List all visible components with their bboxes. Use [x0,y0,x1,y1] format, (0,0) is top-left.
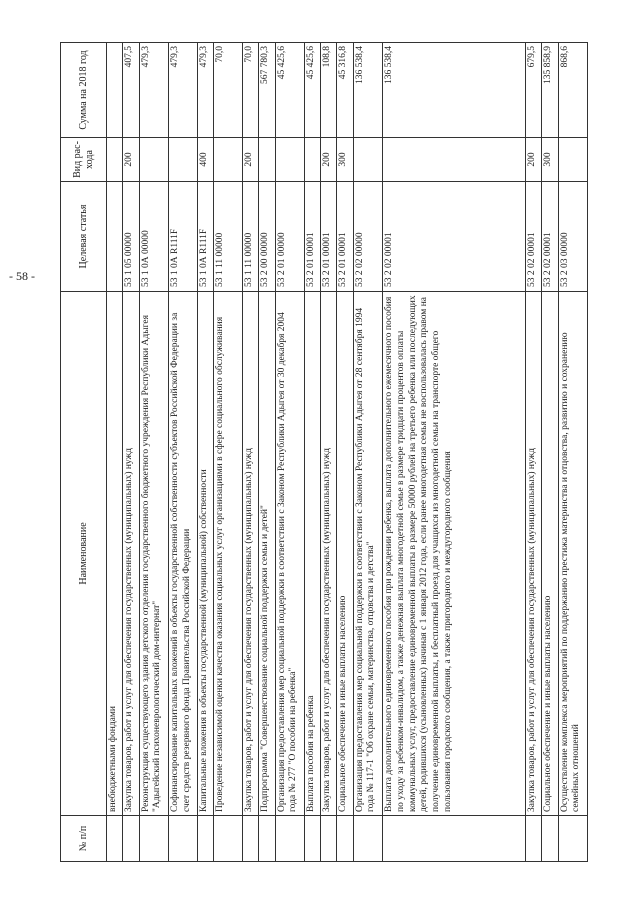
row-amount: 479,3 [198,43,214,138]
row-amount: 679,5 [526,43,542,138]
row-name: внебюджетными фондами [107,292,123,816]
table-header-row [61,43,107,862]
row-code: 53 2 01 00000 [275,182,304,292]
budget-table [60,42,588,862]
row-expense-type: 200 [321,138,337,182]
row-number [139,816,168,862]
table-row [337,43,353,862]
row-number [321,816,337,862]
row-name: Социальное обеспечение и иные выплаты населению [542,292,558,816]
row-amount: 135 858,9 [542,43,558,138]
row-name: Проведение независимой оценки качества оказания социальных услуг организациями в сфере социального обслуживания [214,292,243,816]
row-number [198,816,214,862]
table-row [259,43,275,862]
row-code: 53 1 11 00000 [214,182,243,292]
row-number [168,816,197,862]
row-expense-type: 200 [526,138,542,182]
header-number: № п/п [61,816,107,862]
row-expense-type [168,138,197,182]
row-amount: 407,5 [123,43,139,138]
row-amount: 136 538,4 [382,43,525,138]
row-code: 53 2 01 00001 [337,182,353,292]
row-expense-type [382,138,525,182]
header-target-article: Целевая статья [61,182,107,292]
row-name: Капитальные вложения в объекты государственной (муниципальной) собственности [198,292,214,816]
row-code: 53 2 01 00001 [304,182,320,292]
row-code: 53 2 02 00001 [542,182,558,292]
row-amount: 45 425,6 [304,43,320,138]
row-expense-type [259,138,275,182]
row-name: Выплата дополнительного единовременного пособия при рождении ребенка, выплата дополнительного ежемесячного пособия по уходу за ребенком-инвалидом, а также денежная выплата многодетной семье в размере тридцати процентов оплаты коммунальных услуг, предоставление единовременной выплаты в размере 50000 рублей на третьего ребенка или последующих детей, родившихся (усыновленных) начиная с 1 января 2012 года, если ранее многодетная семья не воспользовалась правом на получение единовременной выплаты, и бесплатный проезд для учащихся из многодетной семьи на транспорте общего пользования городского сообщения, а также пригородного и междугородного сообщения [382,292,525,816]
row-expense-type [275,138,304,182]
row-amount: 479,3 [139,43,168,138]
row-name: Закупка товаров, работ и услуг для обеспечения государственных (муниципальных) нужд [242,292,258,816]
table-row [321,43,337,862]
row-expense-type [304,138,320,182]
row-expense-type [214,138,243,182]
row-amount [107,43,123,138]
row-name: Закупка товаров, работ и услуг для обеспечения государственных (муниципальных) нужд [123,292,139,816]
row-expense-type: 200 [242,138,258,182]
row-name: Осуществление комплекса мероприятий по поддержанию престижа материнства и отцовства, развитию и сохранению семейных отношений [558,292,587,816]
table-row [123,43,139,862]
row-code: 53 1 0А 00000 [139,182,168,292]
row-name: Организация предоставления мер социальной поддержки в соответствии с Законом Республики Адыгея от 28 сентября 1994 года № 117-1 "Об охране семьи, материнства, отцовства и детства" [353,292,382,816]
row-name: Софинансирование капитальных вложений в объекты государственной собственности субъектов Российской Федерации за счет средств резервного фонда Правительства Российской Федерации [168,292,197,816]
row-expense-type [139,138,168,182]
table-row [353,43,382,862]
row-number [214,816,243,862]
row-code: 53 1 0А R111F [198,182,214,292]
row-expense-type [558,138,587,182]
row-number [382,816,525,862]
row-name: Закупка товаров, работ и услуг для обеспечения государственных (муниципальных) нужд [526,292,542,816]
row-code: 53 1 05 00000 [123,182,139,292]
row-amount: 70,0 [242,43,258,138]
row-amount: 567 780,3 [259,43,275,138]
row-amount: 479,3 [168,43,197,138]
row-name: Социальное обеспечение и иные выплаты населению [337,292,353,816]
row-amount: 45 316,8 [337,43,353,138]
row-number [337,816,353,862]
row-code: 53 2 02 00001 [382,182,525,292]
table-row [304,43,320,862]
row-number [107,816,123,862]
row-code: 53 1 0А R111F [168,182,197,292]
table-row [214,43,243,862]
header-name: Наименование [61,292,107,816]
row-amount: 136 538,4 [353,43,382,138]
row-expense-type: 300 [337,138,353,182]
row-number [542,816,558,862]
row-name: Организация предоставления мер социальной поддержки в соответствии с Законом Республики Адыгея от 30 декабря 2004 года № 277 "О пособии на ребенка" [275,292,304,816]
row-amount: 70,0 [214,43,243,138]
row-name: Выплата пособия на ребенка [304,292,320,816]
row-number [123,816,139,862]
table-row [107,43,123,862]
row-amount: 45 425,6 [275,43,304,138]
row-expense-type [353,138,382,182]
table-row [168,43,197,862]
row-number [558,816,587,862]
table-row [139,43,168,862]
row-number [353,816,382,862]
row-name: Закупка товаров, работ и услуг для обеспечения государственных (муниципальных) нужд [321,292,337,816]
row-name: Реконструкция существующего здания детского отделения государственного бюджетного учреждения Республики Адыгея "Адыгейский психоневрологический дом-интернат" [139,292,168,816]
row-number [259,816,275,862]
header-expense-type: Вид рас-хода [61,138,107,182]
row-expense-type: 200 [123,138,139,182]
row-number [242,816,258,862]
row-code: 53 2 00 00000 [259,182,275,292]
row-amount: 868,6 [558,43,587,138]
row-amount: 108,8 [321,43,337,138]
row-number [526,816,542,862]
row-number [304,816,320,862]
row-code [107,182,123,292]
table-row [542,43,558,862]
row-expense-type [107,138,123,182]
row-code: 53 2 03 00000 [558,182,587,292]
table-row [382,43,525,862]
row-name: Подпрограмма "Совершенствование социальной поддержки семьи и детей" [259,292,275,816]
table-row [558,43,587,862]
row-code: 53 2 02 00000 [353,182,382,292]
row-expense-type: 400 [198,138,214,182]
page-number: - 58 - [9,269,35,283]
table-row [242,43,258,862]
row-code: 53 2 02 00001 [526,182,542,292]
table-row [275,43,304,862]
row-code: 53 2 01 00001 [321,182,337,292]
row-number [275,816,304,862]
row-code: 53 1 11 00000 [242,182,258,292]
table-row [526,43,542,862]
row-expense-type: 300 [542,138,558,182]
table-row [198,43,214,862]
header-amount: Сумма на 2018 год [61,43,107,138]
